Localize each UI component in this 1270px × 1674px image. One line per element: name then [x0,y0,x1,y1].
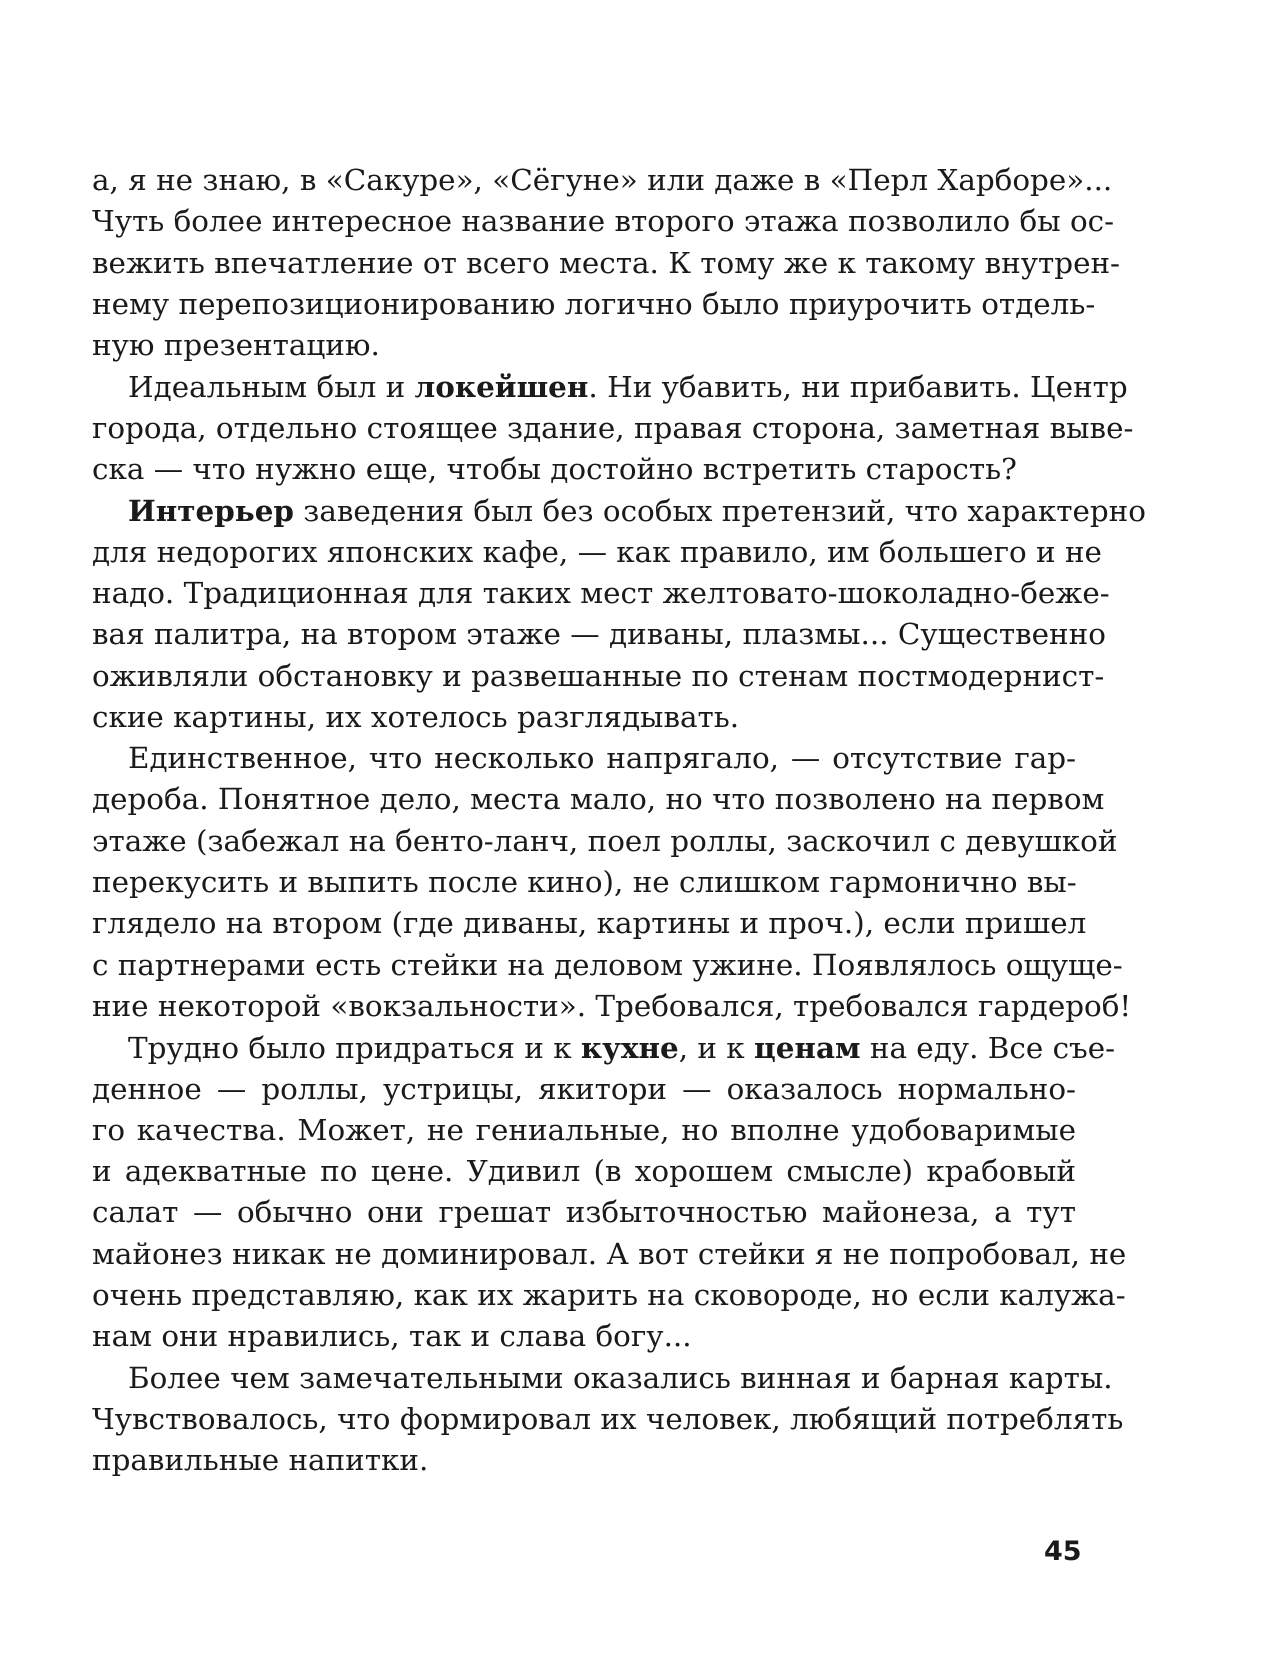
text-line: Чуть более интересное название второго этажа позволило бы ос- [92,204,1115,239]
text-line: надо. Традиционная для таких мест желтовато-шоколадно-бежe- [92,575,1110,610]
text-line: ние некоторой «вокзальности». Требовался, требовался гардероб! [92,988,1132,1023]
text-line: вая палитра, на втором этаже — диваны, плазмы... Существенно [92,617,1106,652]
text-line: майонез никак не доминировал. А вот стейки я не попробовал, не [92,1236,1127,1271]
text-line: города, отдельно стоящее здание, правая сторона, заметная выве- [92,410,1134,445]
text-line: с партнерами есть стейки на деловом ужине. Появлялось ощуще- [92,947,1123,982]
text-line: для недорогих японских кафе, — как правило, им большего и не [92,534,1102,569]
paragraph [92,366,1134,490]
text-line: правильные напитки. [92,1443,429,1478]
text-line: Чувствовалось, что формировал их человек, любящий потреблять [92,1401,1124,1436]
text-line: денное — роллы, устрицы, якитори — оказалось нормально- [92,1071,1076,1106]
text-line: очень представляю, как их жарить на сковороде, но если калужа- [92,1278,1126,1313]
body-text [92,160,1146,1482]
paragraph [92,738,1132,1027]
text-line: перекусить и выпить после кино), не слишком гармонично вы- [92,865,1077,900]
text-line: вежить впечатление от всего места. К тому же к такому внутрен- [92,245,1120,280]
bold-term: ценам [754,1030,861,1066]
text-line: Интерьер заведения был без особых претензий, что характерно [128,493,1146,529]
text-line: дероба. Понятное дело, места мало, но что позволено на первом [92,782,1105,817]
text-line: этаже (забежал на бенто-ланч, поел роллы, заскочил с девушкой [92,823,1118,858]
page-number: 45 [1044,1536,1082,1567]
text-line: оживляли обстановку и развешанные по стенам постмодернист- [92,658,1105,693]
text-line: нему перепозиционированию логично было приурочить отдель- [92,286,1096,321]
text-line: ские картины, их хотелось разглядывать. [92,699,740,734]
paragraph [92,160,1120,366]
text-line: Более чем замечательными оказались винная и барная карты. [128,1360,1113,1395]
text-line: и адекватные по цене. Удивил (в хорошем смысле) крабовый [92,1154,1076,1189]
text-line: Единственное, что несколько напрягало, — отсутствие гар- [128,741,1076,776]
text-line: ную презентацию. [92,328,380,363]
bold-term: локейшен [414,369,589,405]
text-line: го качества. Может, не гениальные, но вполне удобоваримые [92,1112,1076,1147]
text-line: Трудно было придраться и к кухне, и к ценам на еду. Все съе- [128,1030,1116,1066]
paragraph [92,490,1146,738]
text-line: Идеальным был и локейшен. Ни убавить, ни прибавить. Центр [128,369,1128,405]
paragraph [92,1027,1127,1357]
text-line: салат — обычно они грешат избыточностью майонеза, а тут [92,1195,1076,1230]
text-line: ска — что нужно еще, чтобы достойно встретить старость? [92,452,1017,487]
text-line: глядело на втором (где диваны, картины и проч.), если пришел [92,906,1087,941]
text-line: а, я не знаю, в «Сакуре», «Сёгуне» или даже в «Перл Харборе»... [92,163,1113,197]
text-line: нам они нравились, так и слава богу... [92,1319,692,1354]
bold-term: кухне [580,1030,679,1066]
bold-term: Интерьер [128,493,294,529]
paragraph [92,1358,1124,1482]
